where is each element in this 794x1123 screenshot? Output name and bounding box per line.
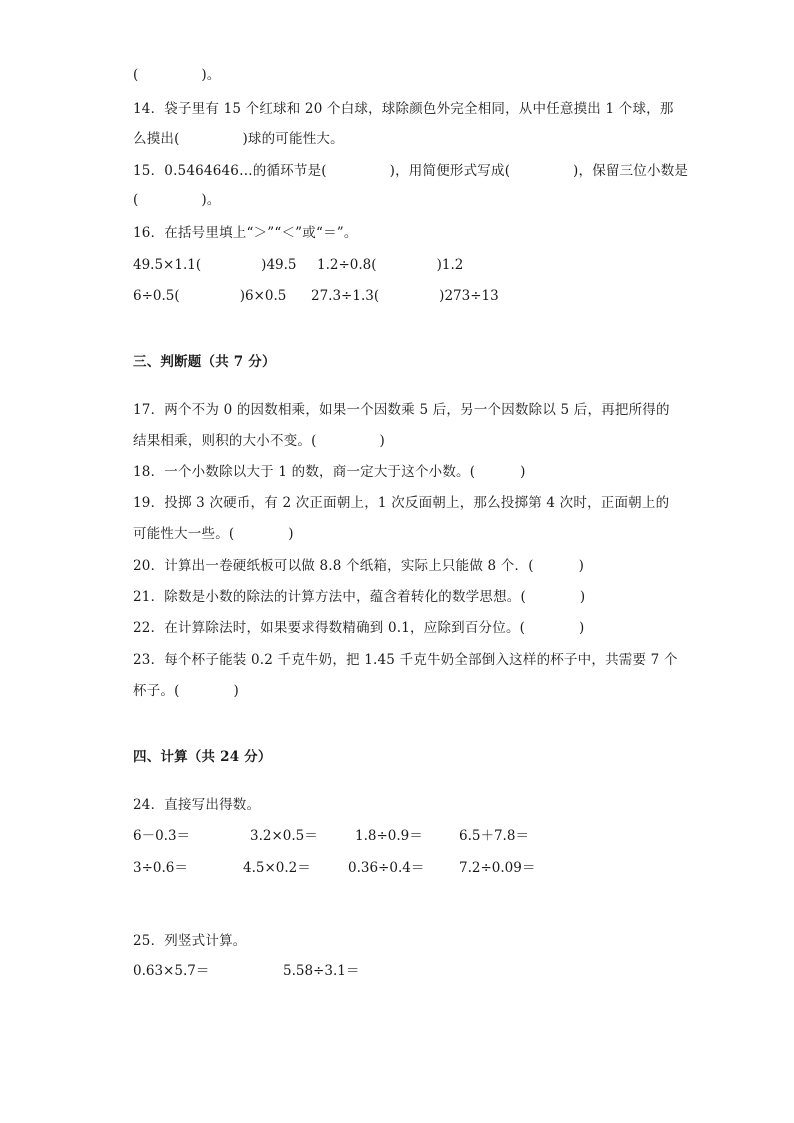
q24-calc: 3.2×0.5＝	[250, 828, 318, 844]
q23-line1: 23．每个杯子能装 0.2 千克牛奶，把 1.45 千克牛奶全部倒入这样的杯子中，共需要 7 个	[133, 652, 678, 668]
q23-line2: 杯子。( )	[133, 683, 239, 699]
q16-item: 1.2÷0.8( )1.2	[317, 257, 464, 273]
q17-line2: 结果相乘，则积的大小不变。( )	[133, 433, 385, 449]
q24-calc: 6－0.3＝	[133, 828, 191, 844]
q19-line2: 可能性大一些。( )	[133, 526, 294, 542]
q24-calc: 4.5×0.2＝	[243, 860, 311, 876]
q15-line1: 15．0.5464646…的循环节是( )，用简便形式写成( )，保留三位小数是	[133, 163, 689, 179]
q22: 22．在计算除法时，如果要求得数精确到 0.1，应除到百分位。( )	[133, 620, 585, 636]
q16-item: 27.3÷1.3( )273÷13	[311, 288, 499, 304]
q13-answer-blank: ( )。	[133, 67, 221, 83]
q17-line1: 17．两个不为 0 的因数相乘，如果一个因数乘 5 后，另一个因数除以 5 后，再把所得的	[133, 402, 670, 418]
q25-calc: 5.58÷3.1＝	[283, 963, 360, 979]
q25-calc: 0.63×5.7＝	[133, 963, 210, 979]
q16-item: 6÷0.5( )6×0.5	[133, 288, 287, 304]
q21: 21．除数是小数的除法的计算方法中，蕴含着转化的数学思想。( )	[133, 589, 586, 605]
q16-stem: 16．在括号里填上“＞”“＜”或“＝”。	[133, 225, 358, 241]
q20: 20．计算出一卷硬纸板可以做 8.8 个纸箱，实际上只能做 8 个．( )	[133, 558, 585, 574]
q24-calc: 1.8÷0.9＝	[355, 828, 423, 844]
q24-calc: 0.36÷0.4＝	[348, 860, 425, 876]
q14-line2: 么摸出( )球的可能性大。	[133, 131, 344, 147]
q24-stem: 24．直接写出得数。	[133, 797, 261, 813]
q15-line2: ( )。	[133, 192, 221, 208]
section4-title: 四、计算（共 24 分）	[133, 749, 272, 765]
section3-title: 三、判断题（共 7 分）	[133, 354, 276, 370]
q16-item: 49.5×1.1( )49.5	[133, 257, 297, 273]
q24-calc: 7.2÷0.09＝	[459, 860, 536, 876]
q18: 18．一个小数除以大于 1 的数，商一定大于这个小数。( )	[133, 464, 526, 480]
q24-calc: 6.5＋7.8＝	[459, 828, 529, 844]
q19-line1: 19．投掷 3 次硬币，有 2 次正面朝上，1 次反面朝上，那么投掷第 4 次时，正面朝上的	[133, 495, 670, 511]
q14-line1: 14．袋子里有 15 个红球和 20 个白球，球除颜色外完全相同，从中任意摸出 1 个球，那	[133, 101, 674, 117]
q24-calc: 3÷0.6＝	[133, 860, 188, 876]
q25-stem: 25．列竖式计算。	[133, 933, 247, 949]
